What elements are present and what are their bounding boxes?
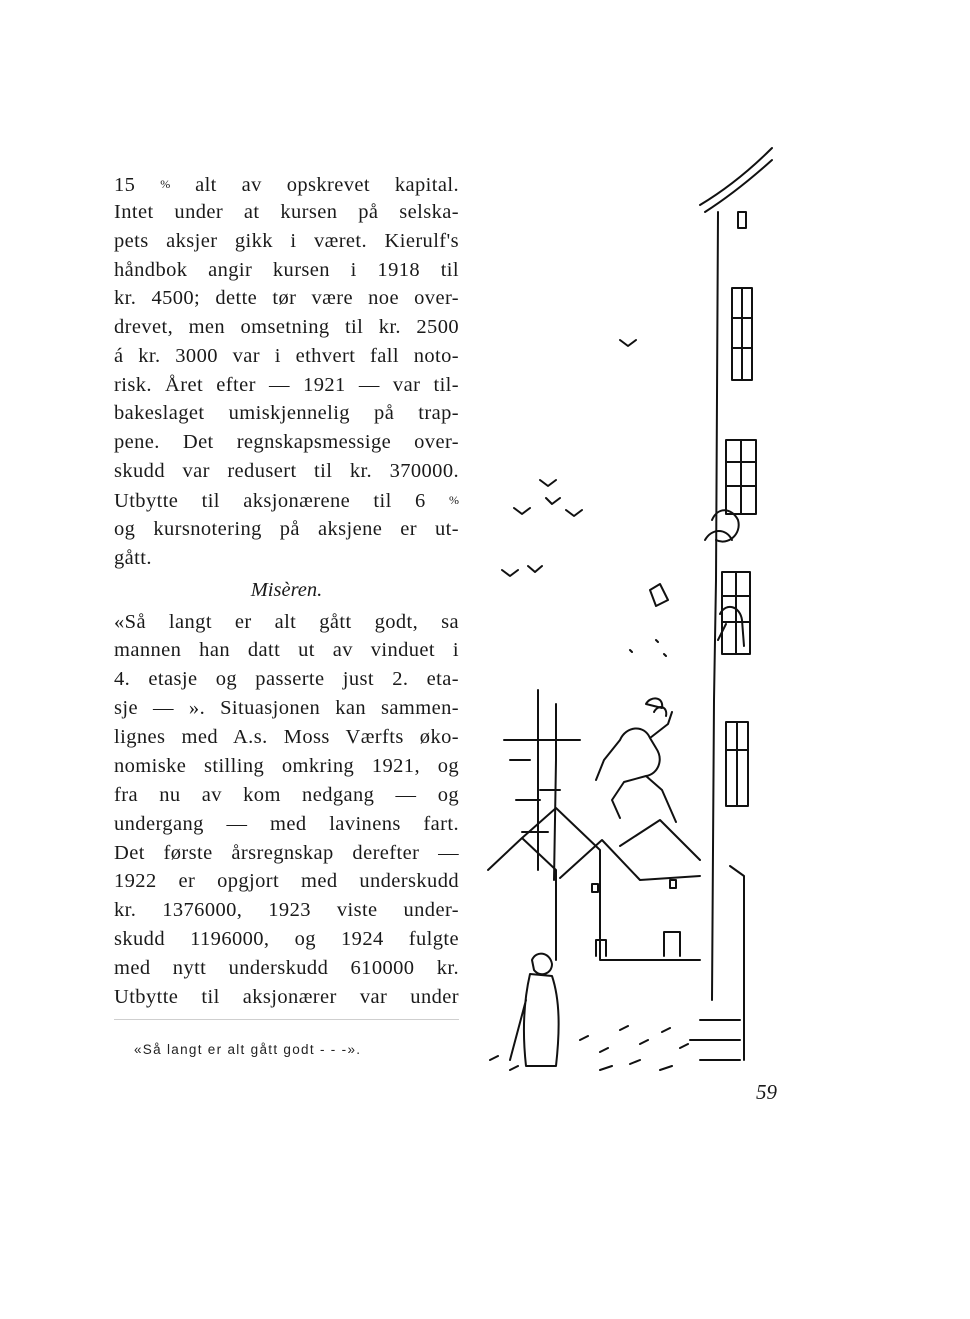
- quote-line: mannen han datt ut av vinduet i: [114, 639, 459, 661]
- quote-line: med nytt underskudd 610000 kr.: [114, 957, 459, 979]
- window-upper: [732, 288, 752, 380]
- body-line: kr. 4500; dette tør være noe over-: [114, 287, 459, 309]
- body-line: skudd var redusert til kr. 370000.: [114, 460, 459, 482]
- illustration-caption: «Så langt er alt gått godt - - -».: [134, 1042, 362, 1057]
- debris: [630, 640, 666, 656]
- birds: [502, 340, 636, 576]
- steps: [690, 866, 744, 1060]
- ship-masts: [504, 690, 580, 880]
- body-line: gått.: [114, 547, 152, 569]
- cobblestones: [490, 1026, 688, 1070]
- quote-line: 1922 er opgjort med underskudd: [114, 870, 459, 892]
- quote-line: Det første årsregnskap derefter —: [114, 842, 459, 864]
- body-line: risk. Året efter — 1921 — var til-: [114, 374, 459, 396]
- falling-man: [596, 712, 676, 822]
- house-window: [592, 884, 598, 892]
- attic-window: [738, 212, 746, 228]
- quote-line: lignes med A.s. Moss Værfts øko-: [114, 726, 459, 748]
- quote-line: fra nu av kom nedgang — og: [114, 784, 459, 806]
- body-line: á kr. 3000 var i ethvert fall noto-: [114, 345, 459, 367]
- body-line: Utbytte til aksjonærene til 6 %: [114, 490, 459, 512]
- body-line: 15 % alt av opskrevet kapital.: [114, 174, 459, 196]
- figure-at-window: [705, 510, 739, 541]
- building-wall: [712, 212, 718, 1000]
- old-man-with-cane: [510, 954, 559, 1066]
- quote-line: «Så langt er alt gått godt, sa: [114, 611, 459, 633]
- caption-divider: [114, 1019, 459, 1020]
- falling-hat: [646, 584, 668, 708]
- window-lower: [722, 572, 750, 654]
- falling-man-illustration: [478, 140, 778, 1080]
- page-number: 59: [756, 1080, 777, 1104]
- body-line: drevet, men omsetning til kr. 2500: [114, 316, 459, 338]
- body-line: håndbok angir kursen i 1918 til: [114, 259, 459, 281]
- body-line: og kursnotering på aksjene er ut-: [114, 518, 459, 540]
- section-heading: Misèren.: [250, 579, 323, 601]
- quote-line: skudd 1196000, og 1924 fulgte: [114, 928, 459, 950]
- house-window: [670, 880, 676, 888]
- quote-line: kr. 1376000, 1923 viste under-: [114, 899, 459, 921]
- body-line: bakeslaget umiskjennelig på trap-: [114, 402, 459, 424]
- quote-line: undergang — med lavinens fart.: [114, 813, 459, 835]
- body-line: pene. Det regnskapsmessige over-: [114, 431, 459, 453]
- quote-line: Utbytte til aksjonærer var under: [114, 986, 459, 1008]
- house-doors: [596, 932, 680, 956]
- window-bottom: [726, 722, 748, 806]
- window-middle: [726, 440, 756, 514]
- quote-line: 4. etasje og passerte just 2. eta-: [114, 668, 459, 690]
- body-line: Intet under at kursen på selska-: [114, 201, 459, 223]
- quote-line: sje — ». Situasjonen kan sammen-: [114, 697, 459, 719]
- body-line: pets aksjer gikk i været. Kierulf's: [114, 230, 459, 252]
- roof-edge: [700, 148, 772, 212]
- quote-line: nomiske stilling omkring 1921, og: [114, 755, 459, 777]
